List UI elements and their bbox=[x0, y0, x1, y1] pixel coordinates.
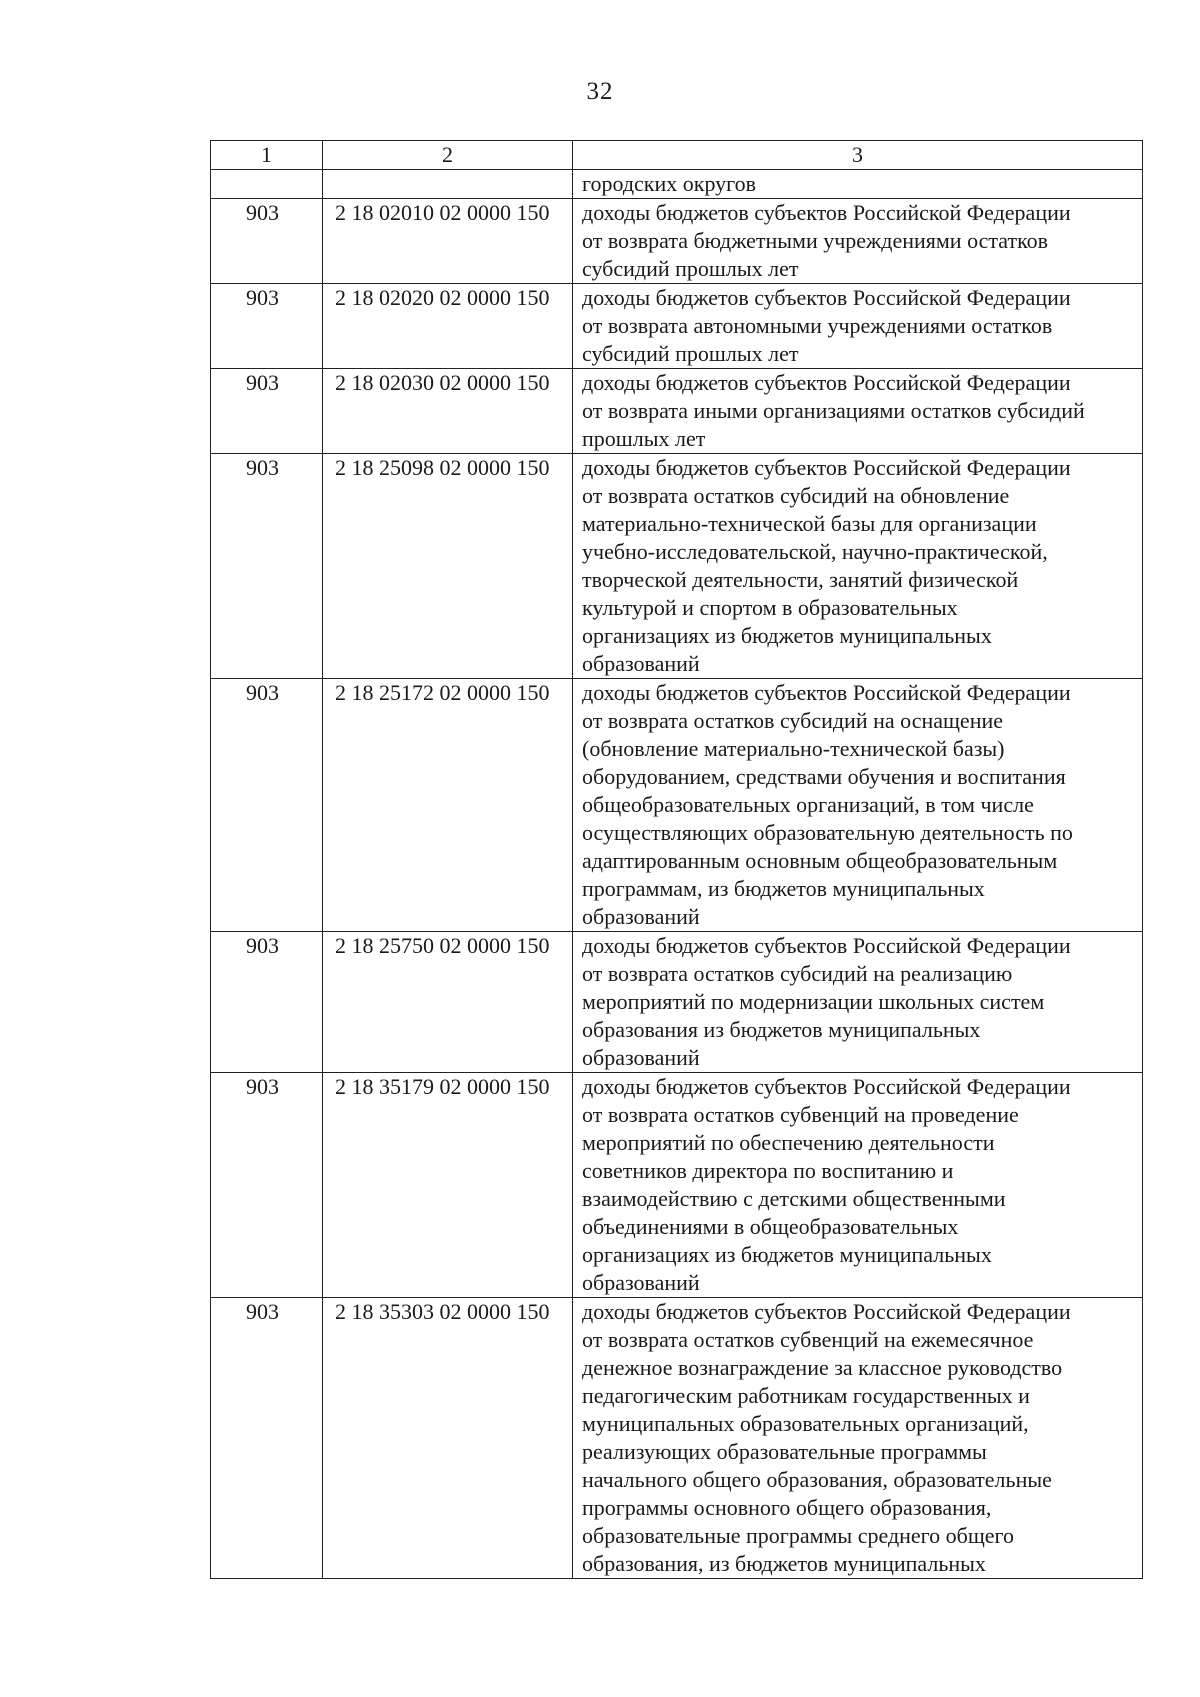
page-number: 32 bbox=[586, 78, 614, 105]
revenue-code-cell: 2 18 25750 02 0000 150 bbox=[323, 932, 573, 1073]
description-line: взаимодействию с детскими общественными bbox=[582, 1186, 1006, 1211]
admin-code-cell: 903 bbox=[211, 284, 323, 369]
description-line: реализующих образовательные программы bbox=[582, 1439, 987, 1464]
revenue-code-cell: 2 18 02020 02 0000 150 bbox=[323, 284, 573, 369]
description-line: оборудованием, средствами обучения и воспитания bbox=[582, 764, 1066, 789]
description-line: советников директора по воспитанию и bbox=[582, 1158, 954, 1183]
description-line: мероприятий по обеспечению деятельности bbox=[582, 1130, 995, 1155]
admin-code-cell: 903 bbox=[211, 932, 323, 1073]
description-line: доходы бюджетов субъектов Российской Федерации bbox=[582, 455, 1071, 480]
description-line: от возврата остатков субсидий на обновление bbox=[582, 483, 1010, 508]
revenue-codes-table bbox=[210, 140, 1143, 1579]
admin-code-cell: 903 bbox=[211, 199, 323, 284]
description-line: организациях из бюджетов муниципальных bbox=[582, 1242, 992, 1267]
revenue-description-cell bbox=[573, 932, 1143, 1073]
admin-code-cell: 903 bbox=[211, 1073, 323, 1298]
continuation-code-cell bbox=[323, 170, 573, 199]
description-line: образовательные программы среднего общего bbox=[582, 1523, 1015, 1548]
revenue-code-cell: 2 18 02030 02 0000 150 bbox=[323, 369, 573, 454]
revenue-code-cell: 2 18 02010 02 0000 150 bbox=[323, 199, 573, 284]
description-line: от возврата остатков субсидий на реализацию bbox=[582, 961, 1013, 986]
table-header-row bbox=[211, 141, 1143, 170]
description-line: начального общего образования, образовательные bbox=[582, 1467, 1052, 1492]
description-line: доходы бюджетов субъектов Российской Федерации bbox=[582, 370, 1071, 395]
table-row bbox=[211, 369, 1143, 454]
admin-code-cell: 903 bbox=[211, 1298, 323, 1579]
revenue-description-cell bbox=[573, 284, 1143, 369]
revenue-code-cell: 2 18 35303 02 0000 150 bbox=[323, 1298, 573, 1579]
description-line: доходы бюджетов субъектов Российской Федерации bbox=[582, 285, 1071, 310]
description-line: педагогическим работникам государственных и bbox=[582, 1383, 1030, 1408]
continuation-admin-cell bbox=[211, 170, 323, 199]
description-line: организациях из бюджетов муниципальных bbox=[582, 623, 992, 648]
description-line: доходы бюджетов субъектов Российской Федерации bbox=[582, 200, 1071, 225]
revenue-code-cell: 2 18 35179 02 0000 150 bbox=[323, 1073, 573, 1298]
table-row bbox=[211, 1298, 1143, 1579]
table-body bbox=[211, 141, 1143, 1579]
admin-code-cell: 903 bbox=[211, 454, 323, 679]
description-line: доходы бюджетов субъектов Российской Федерации bbox=[582, 1074, 1071, 1099]
description-line: образований bbox=[582, 651, 700, 676]
description-line: образований bbox=[582, 1270, 700, 1295]
description-line: программам, из бюджетов муниципальных bbox=[582, 876, 985, 901]
revenue-description-cell bbox=[573, 454, 1143, 679]
revenue-code-cell: 2 18 25172 02 0000 150 bbox=[323, 679, 573, 932]
revenue-description-cell bbox=[573, 1298, 1143, 1579]
table-row bbox=[211, 1073, 1143, 1298]
revenue-description-cell bbox=[573, 199, 1143, 284]
description-line: объединениями в общеобразовательных bbox=[582, 1214, 959, 1239]
description-line: субсидий прошлых лет bbox=[582, 256, 799, 281]
column-header-2: 2 bbox=[323, 141, 573, 170]
description-line: доходы бюджетов субъектов Российской Федерации bbox=[582, 933, 1071, 958]
table-row bbox=[211, 199, 1143, 284]
description-line: творческой деятельности, занятий физической bbox=[582, 567, 1019, 592]
revenue-description-cell bbox=[573, 1073, 1143, 1298]
description-line: от возврата иными организациями остатков субсидий bbox=[582, 398, 1085, 423]
description-line: прошлых лет bbox=[582, 426, 706, 451]
description-line: адаптированным основным общеобразовательным bbox=[582, 848, 1058, 873]
description-line: образования, из бюджетов муниципальных bbox=[582, 1551, 986, 1576]
description-line: денежное вознаграждение за классное руководство bbox=[582, 1355, 1063, 1380]
description-line: учебно-исследовательской, научно-практической, bbox=[582, 539, 1048, 564]
description-line: (обновление материально-технической базы) bbox=[582, 736, 1005, 761]
description-line: образования из бюджетов муниципальных bbox=[582, 1017, 981, 1042]
table-row bbox=[211, 679, 1143, 932]
description-line: образований bbox=[582, 1045, 700, 1070]
description-line: общеобразовательных организаций, в том числе bbox=[582, 792, 1034, 817]
revenue-code-cell: 2 18 25098 02 0000 150 bbox=[323, 454, 573, 679]
column-header-1: 1 bbox=[211, 141, 323, 170]
description-line: от возврата остатков субвенций на проведение bbox=[582, 1102, 1019, 1127]
description-line: осуществляющих образовательную деятельность по bbox=[582, 820, 1073, 845]
description-line: образований bbox=[582, 904, 700, 929]
description-line: доходы бюджетов субъектов Российской Федерации bbox=[582, 680, 1071, 705]
description-line: мероприятий по модернизации школьных систем bbox=[582, 989, 1045, 1014]
description-line: от возврата автономными учреждениями остатков bbox=[582, 313, 1053, 338]
description-line: от возврата бюджетными учреждениями остатков bbox=[582, 228, 1049, 253]
description-line: доходы бюджетов субъектов Российской Федерации bbox=[582, 1299, 1071, 1324]
admin-code-cell: 903 bbox=[211, 679, 323, 932]
admin-code-cell: 903 bbox=[211, 369, 323, 454]
continuation-row bbox=[211, 170, 1143, 199]
table-row bbox=[211, 284, 1143, 369]
description-line: материально-технической базы для организации bbox=[582, 511, 1037, 536]
description-line: от возврата остатков субсидий на оснащение bbox=[582, 708, 1004, 733]
description-line: субсидий прошлых лет bbox=[582, 341, 799, 366]
continuation-description: городских округов bbox=[573, 170, 1143, 199]
description-line: от возврата остатков субвенций на ежемесячное bbox=[582, 1327, 1034, 1352]
column-header-3: 3 bbox=[573, 141, 1143, 170]
table-row bbox=[211, 454, 1143, 679]
description-line: муниципальных образовательных организаций, bbox=[582, 1411, 1029, 1436]
description-line: программы основного общего образования, bbox=[582, 1495, 992, 1520]
description-line: культурой и спортом в образовательных bbox=[582, 595, 958, 620]
revenue-description-cell bbox=[573, 369, 1143, 454]
table-row bbox=[211, 932, 1143, 1073]
revenue-description-cell bbox=[573, 679, 1143, 932]
